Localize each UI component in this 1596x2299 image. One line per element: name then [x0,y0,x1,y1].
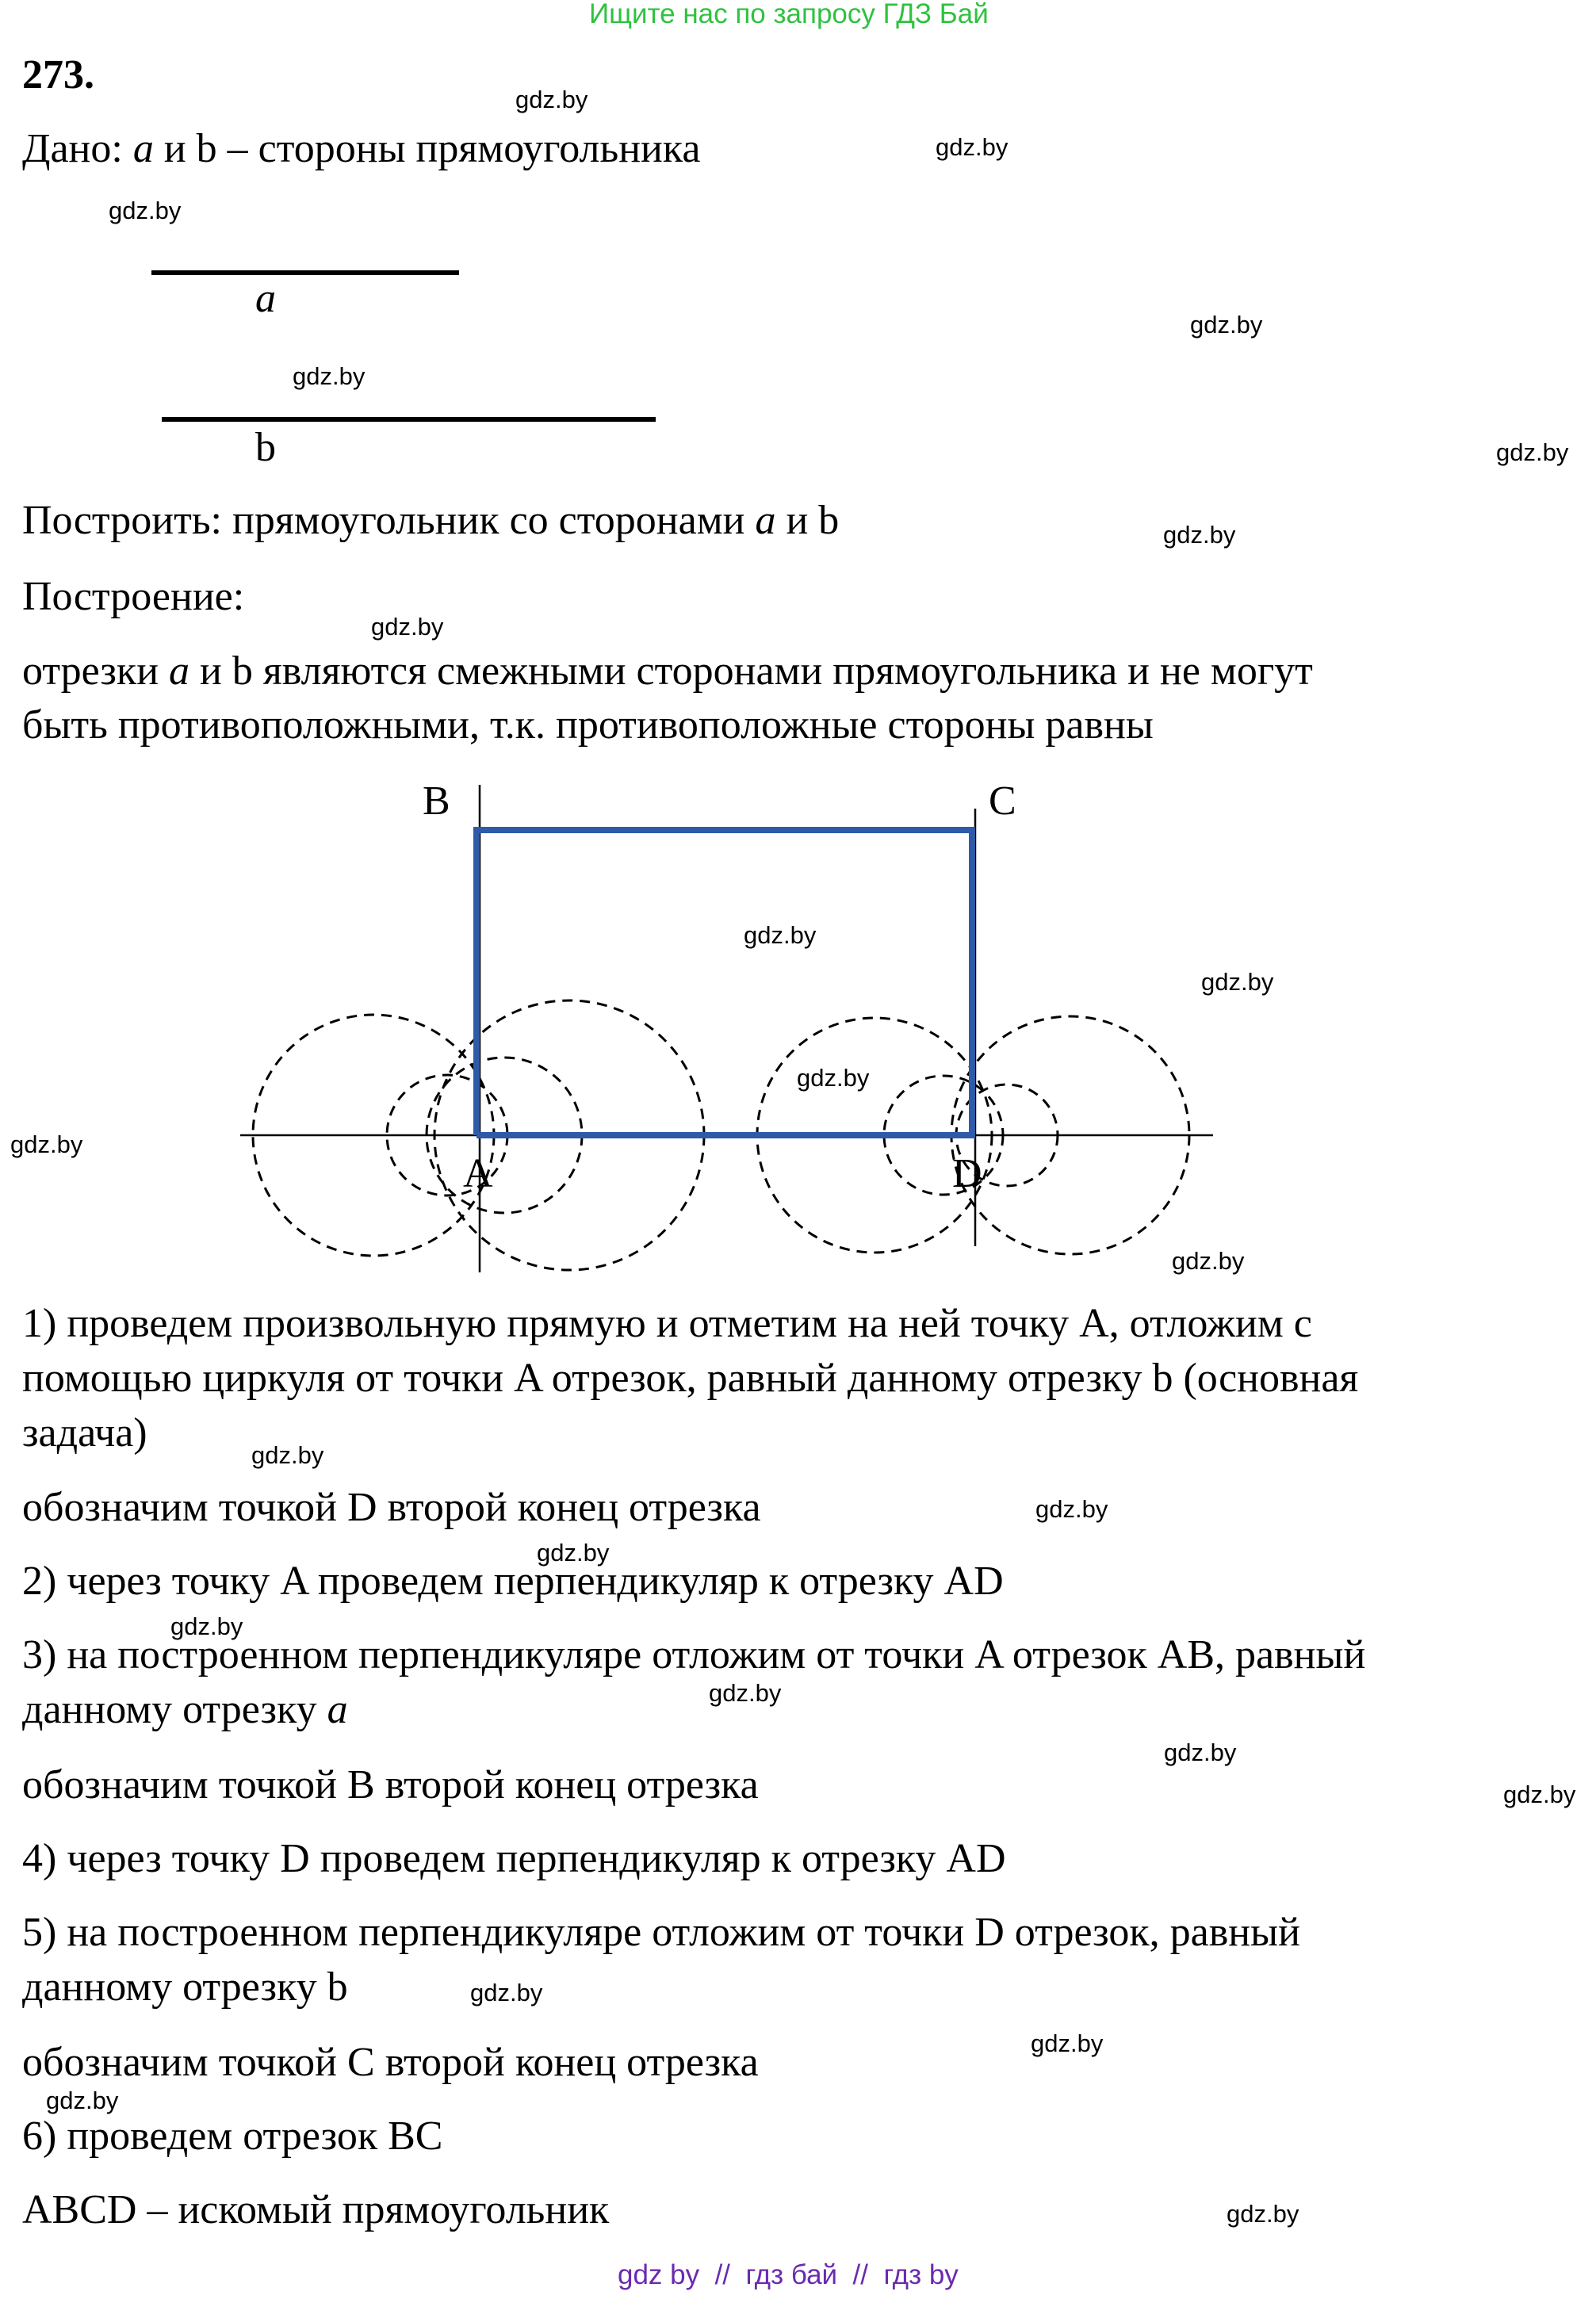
watermark: gdz.by [10,1130,83,1158]
given-prefix: Дано: [22,126,133,171]
watermark: gdz.by [1031,2029,1104,2057]
step-4: 4) через точку D проведем перпендикуляр к отрезку AD [22,1836,1006,1881]
watermark: gdz.by [709,1679,782,1707]
watermark: gdz.by [1201,968,1274,996]
step-5-note: обозначим точкой C второй конец отрезка [22,2040,759,2085]
watermark: gdz.by [46,2087,119,2114]
watermark: gdz.by [170,1612,243,1640]
watermark: gdz.by [515,86,588,113]
watermark: gdz.by [293,362,366,390]
explanation-part2: и b являются смежными сторонами прямоугольника и не могут [189,648,1313,694]
step-3-note: обозначим точкой B второй конец отрезка [22,1762,759,1807]
segment-a-label: a [255,276,276,321]
step-6: 6) проведем отрезок BC [22,2113,443,2159]
watermark: gdz.by [1503,1781,1576,1808]
watermark: gdz.by [537,1539,610,1566]
watermark: gdz.by [470,1979,543,2006]
step-5-line-2: данному отрезку b [22,1964,348,2010]
watermark: gdz.by [1172,1247,1245,1275]
given-var-a: a [132,126,154,171]
explanation-line-2: быть противоположными, т.к. противоположные стороны равны [22,702,1154,748]
label-vertex-c: C [989,778,1016,824]
problem-number: 273. [22,52,94,98]
step-1-line-1: 1) проведем произвольную прямую и отметим на ней точку A, отложим с [22,1301,1312,1346]
construct-prefix: Построить: прямоугольник со сторонами [22,498,756,543]
step-3-prefix: данному отрезку [22,1687,327,1732]
watermark: gdz.by [936,133,1009,161]
construct-suffix: и b [775,498,840,543]
given-line [22,121,700,177]
label-vertex-a: A [463,1151,493,1196]
segment-b [162,417,656,422]
given-rest: и b – стороны прямоугольника [153,126,701,171]
construction-diagram [0,761,1596,1292]
footer-links[interactable]: gdz by // гдз бай // гдз by [618,2259,959,2290]
watermark: gdz.by [797,1064,870,1092]
step-5-line-1: 5) на построенном перпендикуляре отложим от точки D отрезок, равный [22,1910,1300,1955]
segment-b-label: b [255,425,276,470]
watermark: gdz.by [744,921,817,949]
watermark: gdz.by [1163,521,1236,549]
watermark: gdz.by [1164,1739,1237,1766]
watermark: gdz.by [1227,2200,1299,2228]
step-1-line-3: задача) [22,1410,147,1456]
watermark: gdz.by [1035,1495,1108,1523]
result-line: ABCD – искомый прямоугольник [22,2187,610,2232]
construction-title: Построение: [22,574,245,619]
watermark: gdz.by [1496,438,1569,466]
explanation-part1: отрезки [22,648,170,694]
step-2: 2) через точку A проведем перпендикуляр к отрезку AD [22,1559,1004,1604]
search-hint-link[interactable]: Ищите нас по запросу ГДЗ Бай [589,0,989,29]
label-vertex-d: D [952,1151,982,1196]
watermark: gdz.by [371,613,444,641]
segment-a [151,270,459,275]
construct-line [22,493,839,549]
watermark: gdz.by [109,197,182,224]
step-3-var-a: a [327,1687,348,1732]
watermark: gdz.by [1190,311,1263,339]
explanation-var-a: a [169,648,190,694]
watermark: gdz.by [251,1441,324,1469]
rectangle-abcd [477,830,972,1135]
construct-var-a: a [755,498,776,543]
step-3-line-2 [22,1682,348,1738]
explanation-line-1 [22,644,1313,699]
label-vertex-b: B [423,778,450,824]
step-3-line-1: 3) на построенном перпендикуляре отложим от точки A отрезок AB, равный [22,1632,1366,1677]
step-1-note: обозначим точкой D второй конец отрезка [22,1485,761,1530]
step-1-line-2: помощью циркуля от точки A отрезок, равный данному отрезку b (основная [22,1356,1359,1401]
